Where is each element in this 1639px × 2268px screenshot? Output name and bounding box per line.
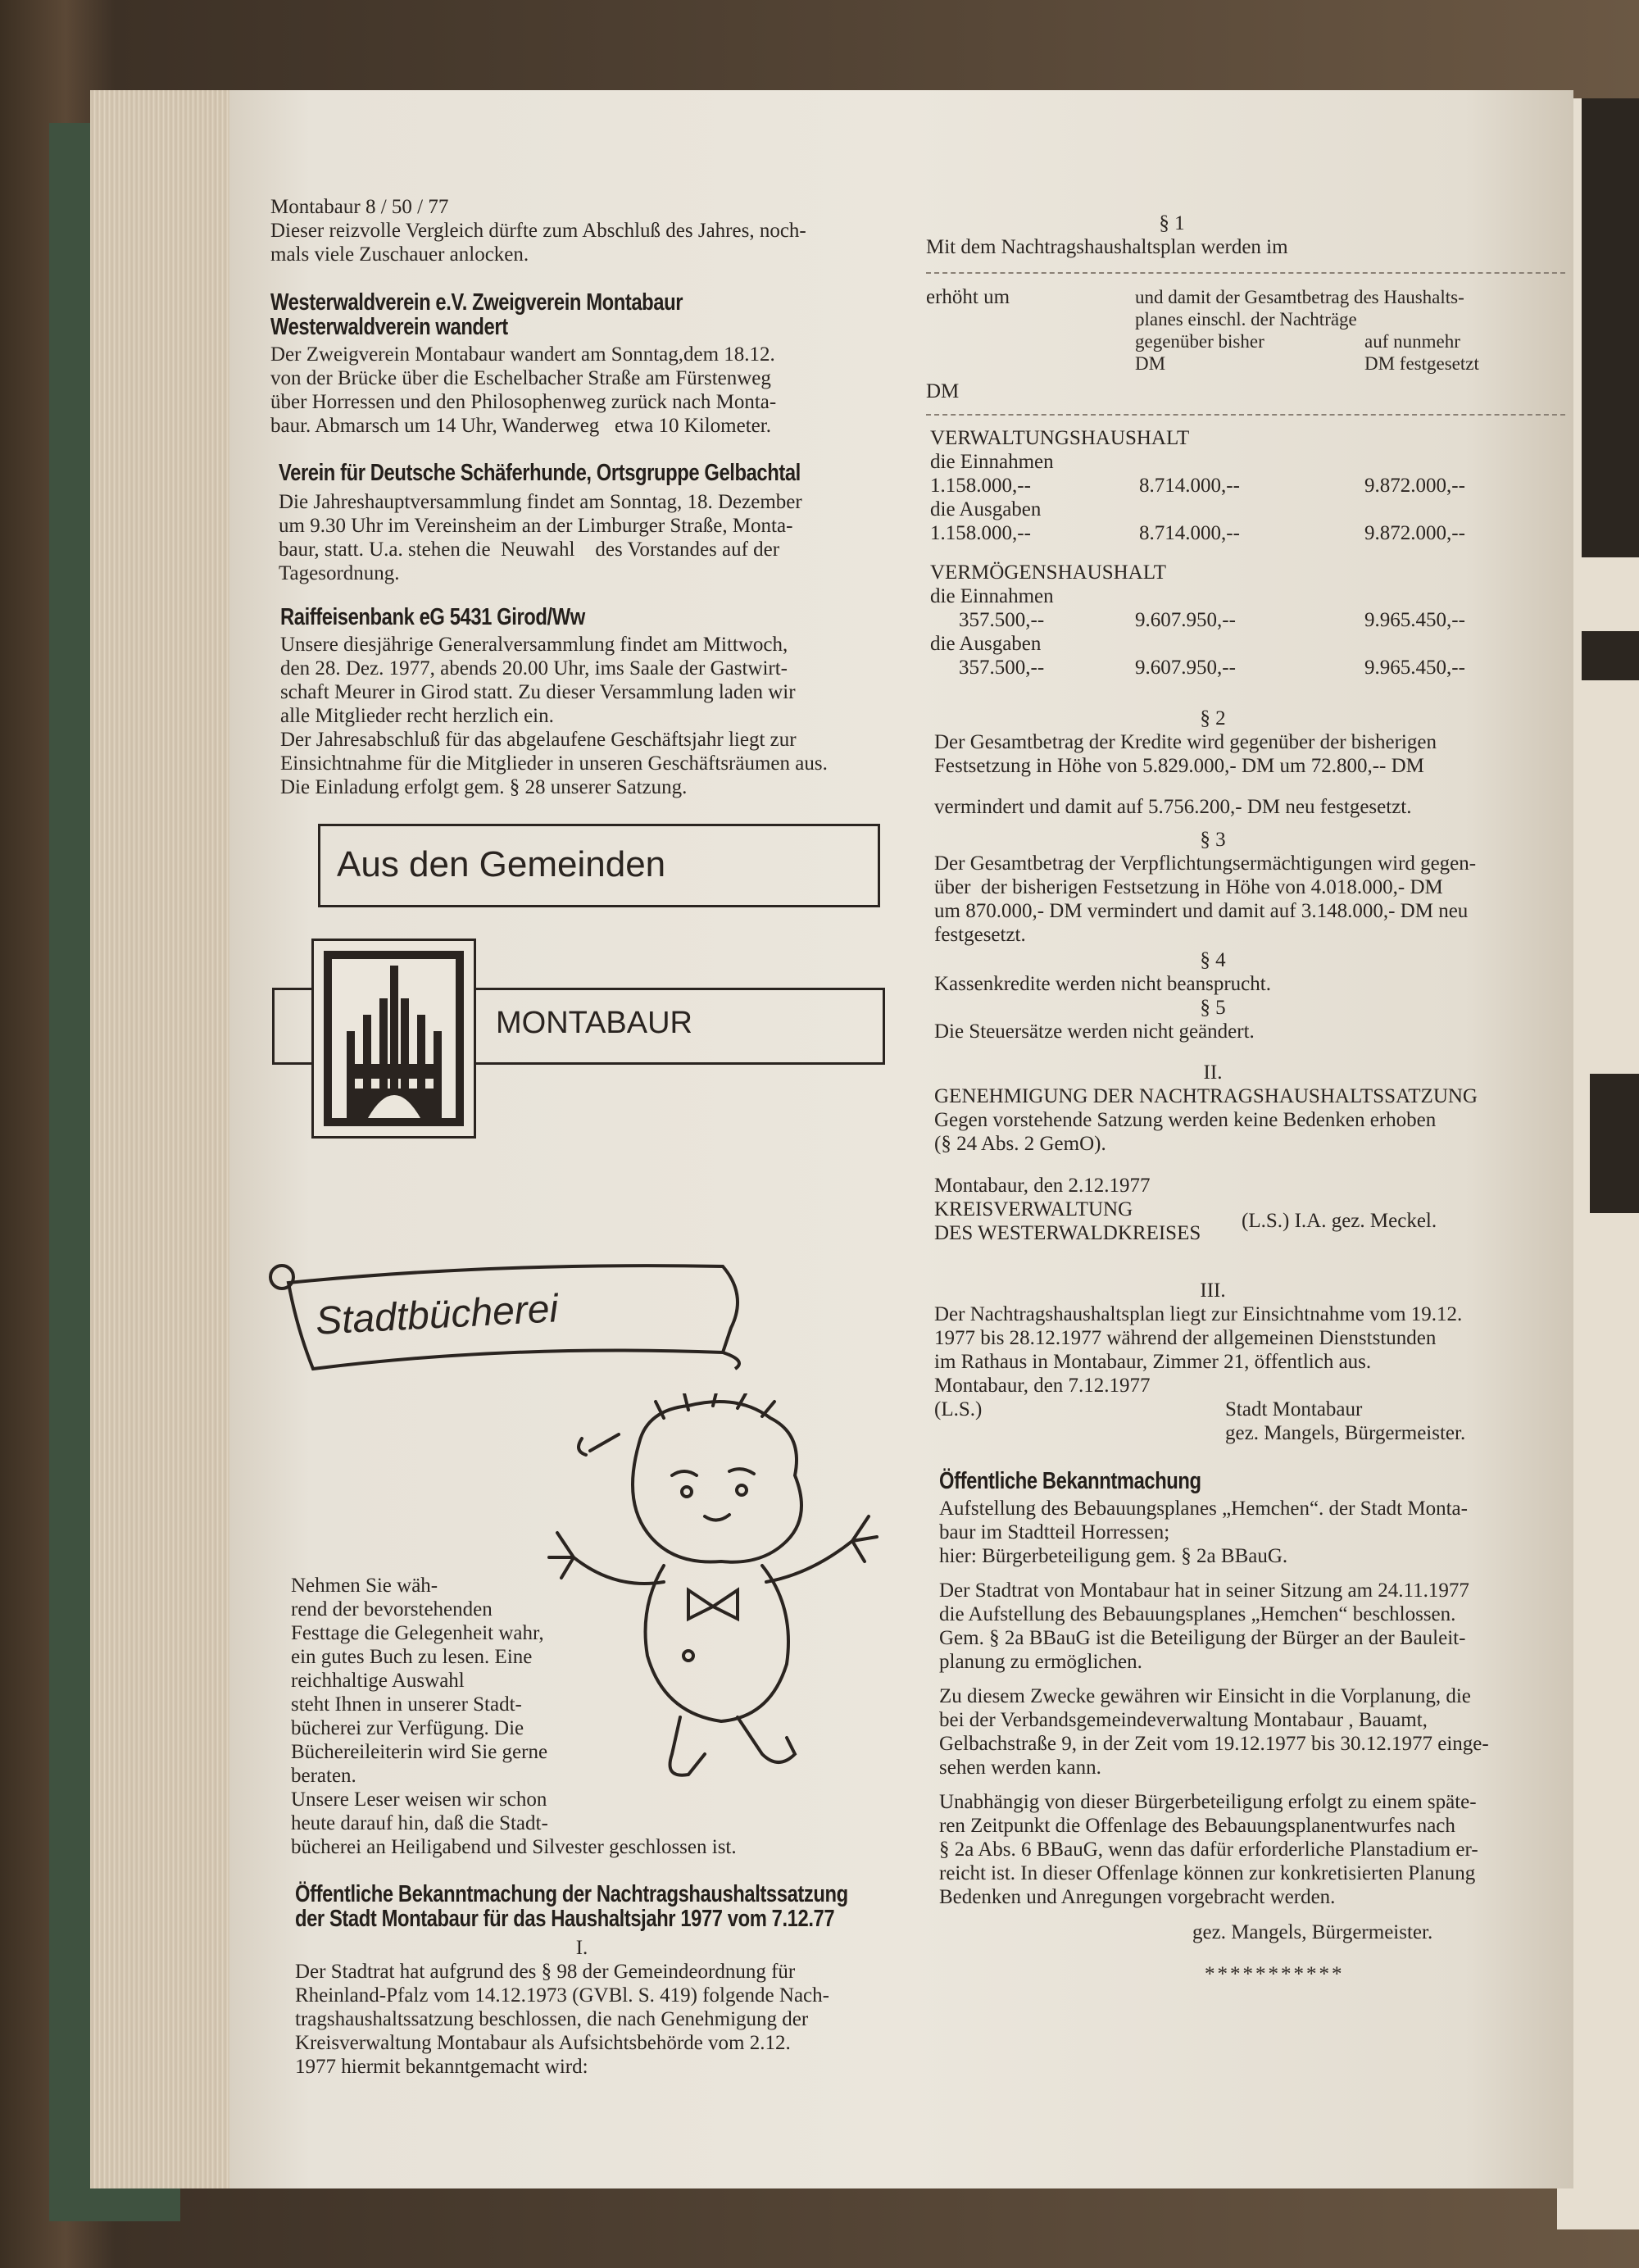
text-line: 1977 hiermit bekanntgemacht wird: bbox=[295, 2056, 588, 2078]
text-line: die Aufstellung des Bebauungsplanes „Hemchen“ beschlossen. bbox=[939, 1603, 1456, 1625]
text-line: reicht ist. In dieser Offenlage können zur konkretisierten Planung bbox=[939, 1862, 1476, 1884]
table-cell: 9.872.000,-- bbox=[1364, 522, 1465, 544]
text-line: Bedenken und Anregungen vorgebracht werden. bbox=[939, 1886, 1336, 1908]
text-line: Der Gesamtbetrag der Kredite wird gegenüber der bisherigen bbox=[934, 731, 1437, 753]
text-line: (L.S.) I.A. gez. Meckel. bbox=[1242, 1210, 1437, 1232]
text-line: tragshaushaltssatzung beschlossen, die nach Genehmigung der bbox=[295, 2008, 809, 2030]
table-header: und damit der Gesamtbetrag des Haushalts- bbox=[1135, 287, 1464, 307]
text-line: Unsere Leser weisen wir schon bbox=[291, 1788, 547, 1811]
text-line: baur, statt. U.a. stehen die Neuwahl des Vorstandes auf der bbox=[279, 539, 780, 561]
text-line: (§ 24 Abs. 2 GemO). bbox=[934, 1133, 1106, 1155]
facing-page-dark-block bbox=[1590, 1074, 1639, 1213]
paragraph-number: § 2 bbox=[1200, 707, 1226, 729]
text-line: im Rathaus in Montabaur, Zimmer 21, öffentlich aus. bbox=[934, 1351, 1372, 1373]
issue-line: Montabaur 8 / 50 / 77 bbox=[270, 196, 449, 218]
text-line: reichhaltige Auswahl bbox=[291, 1670, 465, 1692]
paragraph-number: § 4 bbox=[1200, 949, 1226, 971]
text-line: GENEHMIGUNG DER NACHTRAGSHAUSHALTSSATZUNG bbox=[934, 1085, 1478, 1107]
section-heading: Westerwaldverein e.V. Zweigverein Montabaur bbox=[270, 289, 683, 316]
table-header: gegenüber bisher bbox=[1135, 331, 1264, 352]
paragraph-number: § 3 bbox=[1200, 829, 1226, 851]
text-line: über der bisherigen Festsetzung in Höhe von 4.018.000,- DM bbox=[934, 876, 1443, 898]
text-line: (L.S.) bbox=[934, 1398, 983, 1420]
section-heading: der Stadt Montabaur für das Haushaltsjahr 1977 vom 7.12.77 bbox=[295, 1906, 835, 1932]
table-cell: 1.158.000,-- bbox=[930, 522, 1031, 544]
section-heading: Verein für Deutsche Schäferhunde, Ortsgruppe Gelbachtal bbox=[279, 460, 801, 486]
table-cell: 9.965.450,-- bbox=[1364, 657, 1465, 679]
text-line: bücherei an Heiligabend und Silvester geschlossen ist. bbox=[291, 1836, 737, 1858]
text-line: alle Mitglieder recht herzlich ein. bbox=[280, 705, 554, 727]
table-section-label: VERMÖGENSHAUSHALT bbox=[930, 561, 1166, 584]
text-line: Der Stadtrat von Montabaur hat in seiner Sitzung am 24.11.1977 bbox=[939, 1579, 1469, 1602]
text-line: Unabhängig von dieser Bürgerbeteiligung erfolgt zu einem späte- bbox=[939, 1791, 1477, 1813]
divider bbox=[926, 272, 1565, 274]
text-line: Einsichtnahme für die Mitglieder in unseren Geschäftsräumen aus. bbox=[280, 752, 828, 775]
table-row-label: die Ausgaben bbox=[930, 633, 1042, 655]
facing-page-dark-block bbox=[1582, 631, 1639, 680]
section-heading: Raiffeisenbank eG 5431 Girod/Ww bbox=[280, 604, 585, 630]
roman-numeral: II. bbox=[1203, 1061, 1223, 1084]
table-cell: 9.965.450,-- bbox=[1364, 609, 1465, 631]
table-header: DM bbox=[1135, 353, 1166, 374]
newspaper-page bbox=[229, 90, 1573, 2188]
text-line: schaft Meurer in Girod statt. Zu dieser Versammlung laden wir bbox=[280, 681, 796, 703]
text-line: Büchereileiterin wird Sie gerne bbox=[291, 1741, 548, 1763]
table-header: DM festgesetzt bbox=[1364, 353, 1479, 374]
text-line: § 2a Abs. 6 BBauG, wenn das dafür erforderliche Planstadium er- bbox=[939, 1838, 1478, 1861]
text-line: Stadt Montabaur bbox=[1225, 1398, 1363, 1420]
text-line: bei der Verbandsgemeindeverwaltung Montabaur , Bauamt, bbox=[939, 1709, 1428, 1731]
text-line: baur. Abmarsch um 14 Uhr, Wanderweg etwa 10 Kilometer. bbox=[270, 415, 771, 437]
table-header: DM bbox=[926, 380, 960, 402]
montabaur-logo-text: MONTABAUR bbox=[496, 1006, 692, 1040]
table-cell: 9.607.950,-- bbox=[1135, 609, 1236, 631]
text-line: Montabaur, den 7.12.1977 bbox=[934, 1375, 1151, 1397]
text-line: Die Einladung erfolgt gem. § 28 unserer Satzung. bbox=[280, 776, 688, 798]
table-header: auf nunmehr bbox=[1364, 331, 1460, 352]
text-line: Festtage die Gelegenheit wahr, bbox=[291, 1622, 544, 1644]
text-line: den 28. Dez. 1977, abends 20.00 Uhr, ims Saale der Gastwirt- bbox=[280, 657, 788, 679]
separator-stars: *********** bbox=[1205, 1963, 1345, 1985]
text-line: gez. Mangels, Bürgermeister. bbox=[1192, 1921, 1433, 1943]
table-cell: 357.500,-- bbox=[959, 657, 1045, 679]
section-heading: Westerwaldverein wandert bbox=[270, 314, 508, 340]
text-line: von der Brücke über die Eschelbacher Straße am Fürstenweg bbox=[270, 367, 771, 389]
castle-emblem-icon bbox=[314, 941, 474, 1136]
text-line: Rheinland-Pfalz vom 14.12.1973 (GVBl. S. 419) folgende Nach- bbox=[295, 1984, 829, 2007]
text-line: steht Ihnen in unserer Stadt- bbox=[291, 1693, 522, 1716]
text-line: hier: Bürgerbeteiligung gem. § 2a BBauG. bbox=[939, 1545, 1288, 1567]
text-line: ein gutes Buch zu lesen. Eine bbox=[291, 1646, 533, 1668]
table-row-label: die Ausgaben bbox=[930, 498, 1042, 520]
section-box bbox=[318, 824, 880, 907]
text-line: Der Nachtragshaushaltsplan liegt zur Einsichtnahme vom 19.12. bbox=[934, 1303, 1463, 1325]
paragraph-number: § 1 bbox=[1159, 212, 1185, 234]
text-line: Dieser reizvolle Vergleich dürfte zum Abschluß des Jahres, noch- bbox=[270, 220, 806, 242]
table-section-label: VERWALTUNGSHAUSHALT bbox=[930, 427, 1190, 449]
facing-page-dark-block bbox=[1582, 98, 1639, 557]
text-line: Gelbachstraße 9, in der Zeit vom 19.12.1977 bis 30.12.1977 einge- bbox=[939, 1733, 1489, 1755]
text-line: sehen werden kann. bbox=[939, 1757, 1101, 1779]
text-line: um 870.000,- DM vermindert und damit auf 3.148.000,- DM neu bbox=[934, 900, 1469, 922]
table-header: planes einschl. der Nachträge bbox=[1135, 309, 1357, 330]
text-line: Mit dem Nachtragshaushaltsplan werden im bbox=[926, 236, 1288, 258]
paragraph-number: § 5 bbox=[1200, 997, 1226, 1019]
cartoon-reader-icon bbox=[541, 1393, 926, 1787]
text-line: Zu diesem Zwecke gewähren wir Einsicht in die Vorplanung, die bbox=[939, 1685, 1471, 1707]
section-heading: Öffentliche Bekanntmachung bbox=[939, 1468, 1201, 1494]
table-row-label: die Einnahmen bbox=[930, 451, 1054, 473]
text-line: Der Gesamtbetrag der Verpflichtungsermächtigungen wird gegen- bbox=[934, 852, 1477, 875]
text-line: bücherei zur Verfügung. Die bbox=[291, 1717, 524, 1739]
text-line: baur im Stadtteil Horressen; bbox=[939, 1521, 1170, 1543]
text-line: Aufstellung des Bebauungsplanes „Hemchen“. der Stadt Monta- bbox=[939, 1498, 1468, 1520]
section-box-title: Aus den Gemeinden bbox=[337, 844, 666, 884]
montabaur-coat-of-arms bbox=[311, 939, 476, 1139]
stadtbuecherei-title: Stadtbücherei bbox=[314, 1287, 560, 1343]
text-line: Kassenkredite werden nicht beansprucht. bbox=[934, 973, 1271, 995]
text-line: Gem. § 2a BBauG ist die Beteiligung der Bürger an der Bauleit- bbox=[939, 1627, 1466, 1649]
text-line: heute darauf hin, daß die Stadt- bbox=[291, 1812, 548, 1834]
table-cell: 1.158.000,-- bbox=[930, 475, 1031, 497]
text-line: gez. Mangels, Bürgermeister. bbox=[1225, 1422, 1466, 1444]
text-line: ren Zeitpunkt die Offenlage des Bebauungsplanentwurfes nach bbox=[939, 1815, 1455, 1837]
table-row-label: die Einnahmen bbox=[930, 585, 1054, 607]
text-line: Der Zweigverein Montabaur wandert am Sonntag,dem 18.12. bbox=[270, 343, 775, 366]
text-line: planung zu ermöglichen. bbox=[939, 1651, 1142, 1673]
text-line: Gegen vorstehende Satzung werden keine Bedenken erhoben bbox=[934, 1109, 1437, 1131]
text-line: Unsere diesjährige Generalversammlung findet am Mittwoch, bbox=[280, 634, 788, 656]
table-cell: 8.714.000,-- bbox=[1139, 475, 1240, 497]
text-line: DES WESTERWALDKREISES bbox=[934, 1222, 1201, 1244]
text-line: Kreisverwaltung Montabaur als Aufsichtsbehörde vom 2.12. bbox=[295, 2032, 791, 2054]
text-line: Festsetzung in Höhe von 5.829.000,- DM um 72.800,-- DM bbox=[934, 755, 1424, 777]
text-line: 1977 bis 28.12.1977 während der allgemeinen Dienststunden bbox=[934, 1327, 1437, 1349]
text-line: mals viele Zuschauer anlocken. bbox=[270, 243, 529, 266]
table-header: erhöht um bbox=[926, 286, 1010, 308]
table-cell: 9.872.000,-- bbox=[1364, 475, 1465, 497]
roman-numeral: III. bbox=[1200, 1279, 1226, 1302]
text-line: Nehmen Sie wäh- bbox=[291, 1575, 438, 1597]
text-line: Die Jahreshauptversammlung findet am Sonntag, 18. Dezember bbox=[279, 491, 802, 513]
text-line: vermindert und damit auf 5.756.200,- DM neu festgesetzt. bbox=[934, 796, 1412, 818]
text-line: rend der bevorstehenden bbox=[291, 1598, 493, 1620]
text-line: Die Steuersätze werden nicht geändert. bbox=[934, 1020, 1255, 1043]
section-heading: Öffentliche Bekanntmachung der Nachtragshaushaltssatzung bbox=[295, 1881, 848, 1907]
text-line: beraten. bbox=[291, 1765, 356, 1787]
text-line: Der Stadtrat hat aufgrund des § 98 der Gemeindeordnung für bbox=[295, 1961, 796, 1983]
table-cell: 9.607.950,-- bbox=[1135, 657, 1236, 679]
table-cell: 357.500,-- bbox=[959, 609, 1045, 631]
text-line: um 9.30 Uhr im Vereinsheim an der Limburger Straße, Monta- bbox=[279, 515, 793, 537]
divider bbox=[926, 414, 1565, 416]
text-line: über Horressen und den Philosophenweg zurück nach Monta- bbox=[270, 391, 777, 413]
text-line: festgesetzt. bbox=[934, 924, 1026, 946]
text-line: Der Jahresabschluß für das abgelaufene Geschäftsjahr liegt zur bbox=[280, 729, 797, 751]
text-line: Montabaur, den 2.12.1977 bbox=[934, 1175, 1151, 1197]
roman-numeral: I. bbox=[575, 1937, 588, 1959]
text-line: KREISVERWALTUNG bbox=[934, 1198, 1133, 1220]
table-cell: 8.714.000,-- bbox=[1139, 522, 1240, 544]
text-line: Tagesordnung. bbox=[279, 562, 400, 584]
